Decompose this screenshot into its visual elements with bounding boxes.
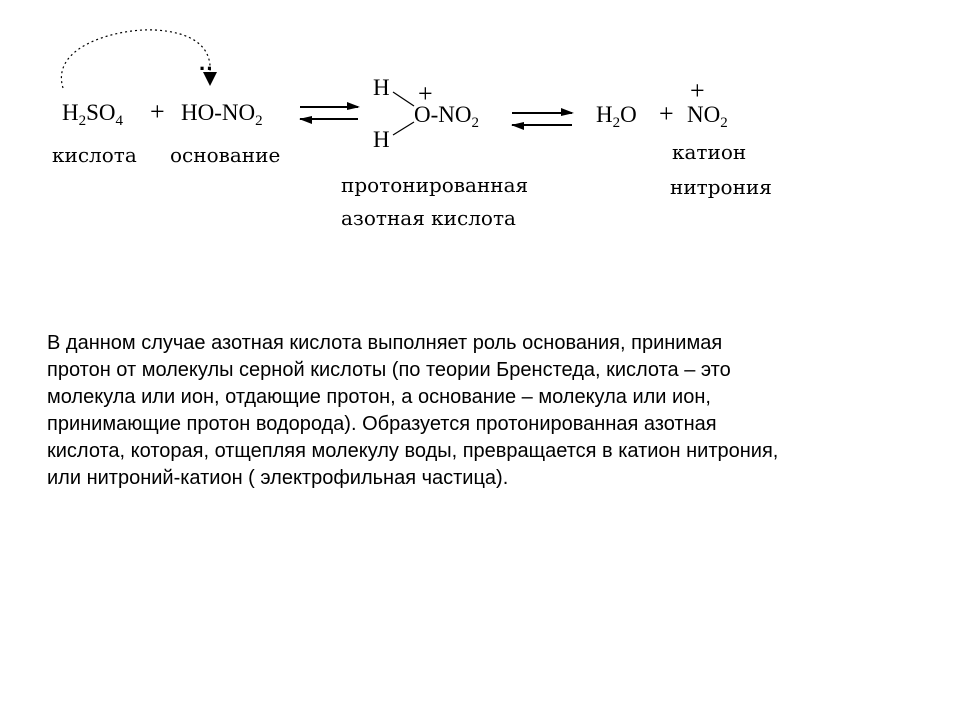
description-line: принимающие протон водорода). Образуется протонированная азотная [47,413,717,435]
description-line: протон от молекулы серной кислоты (по теории Бренстеда, кислота – это [47,359,731,381]
formula-protonated-acid: $O-NO_2$ [414,102,479,131]
bond-h-bottom [393,122,414,135]
equilibrium-arrow-2 [511,108,574,130]
description-line: молекула или ион, отдающие протон, а основание – молекула или ион, [47,386,711,408]
atom-h-bottom: H [373,127,390,152]
label-nitronium-line1: катион [672,140,747,164]
description-text [47,330,927,492]
plus-sign-2: + [659,99,674,128]
atom-h-top: H [373,75,390,100]
label-protonated-line2: азотная кислота [341,206,516,230]
description-line: или нитроний-катион ( электрофильная частица). [47,467,509,489]
label-base: основание [170,143,281,167]
formula-nitronium: $NO_2$ [687,102,728,131]
plus-sign-1: + [150,97,165,126]
formula-sulfuric-acid: $H_2SO_4$ [62,100,124,129]
label-protonated-line1: протонированная [341,173,529,197]
label-nitronium-line2: нитрония [670,175,772,199]
formula-water: $H_2O$ [596,102,637,131]
equilibrium-arrow-1 [299,102,360,124]
formula-nitric-acid: $HO-NO_2$ [181,100,263,129]
lone-pair-dots: ·· [199,56,214,81]
bond-h-top [393,92,414,106]
description-line: В данном случае азотная кислота выполняет роль основания, принимая [47,332,723,354]
charge-plus-intermediate: + [418,79,433,108]
description-line: кислота, которая, отщепляя молекулу воды, превращается в катион нитрония, [47,440,779,462]
proton-transfer-arrow [0,0,960,320]
reaction-scheme [0,0,960,320]
label-acid: кислота [52,143,137,167]
charge-plus-nitronium: + [690,76,705,105]
